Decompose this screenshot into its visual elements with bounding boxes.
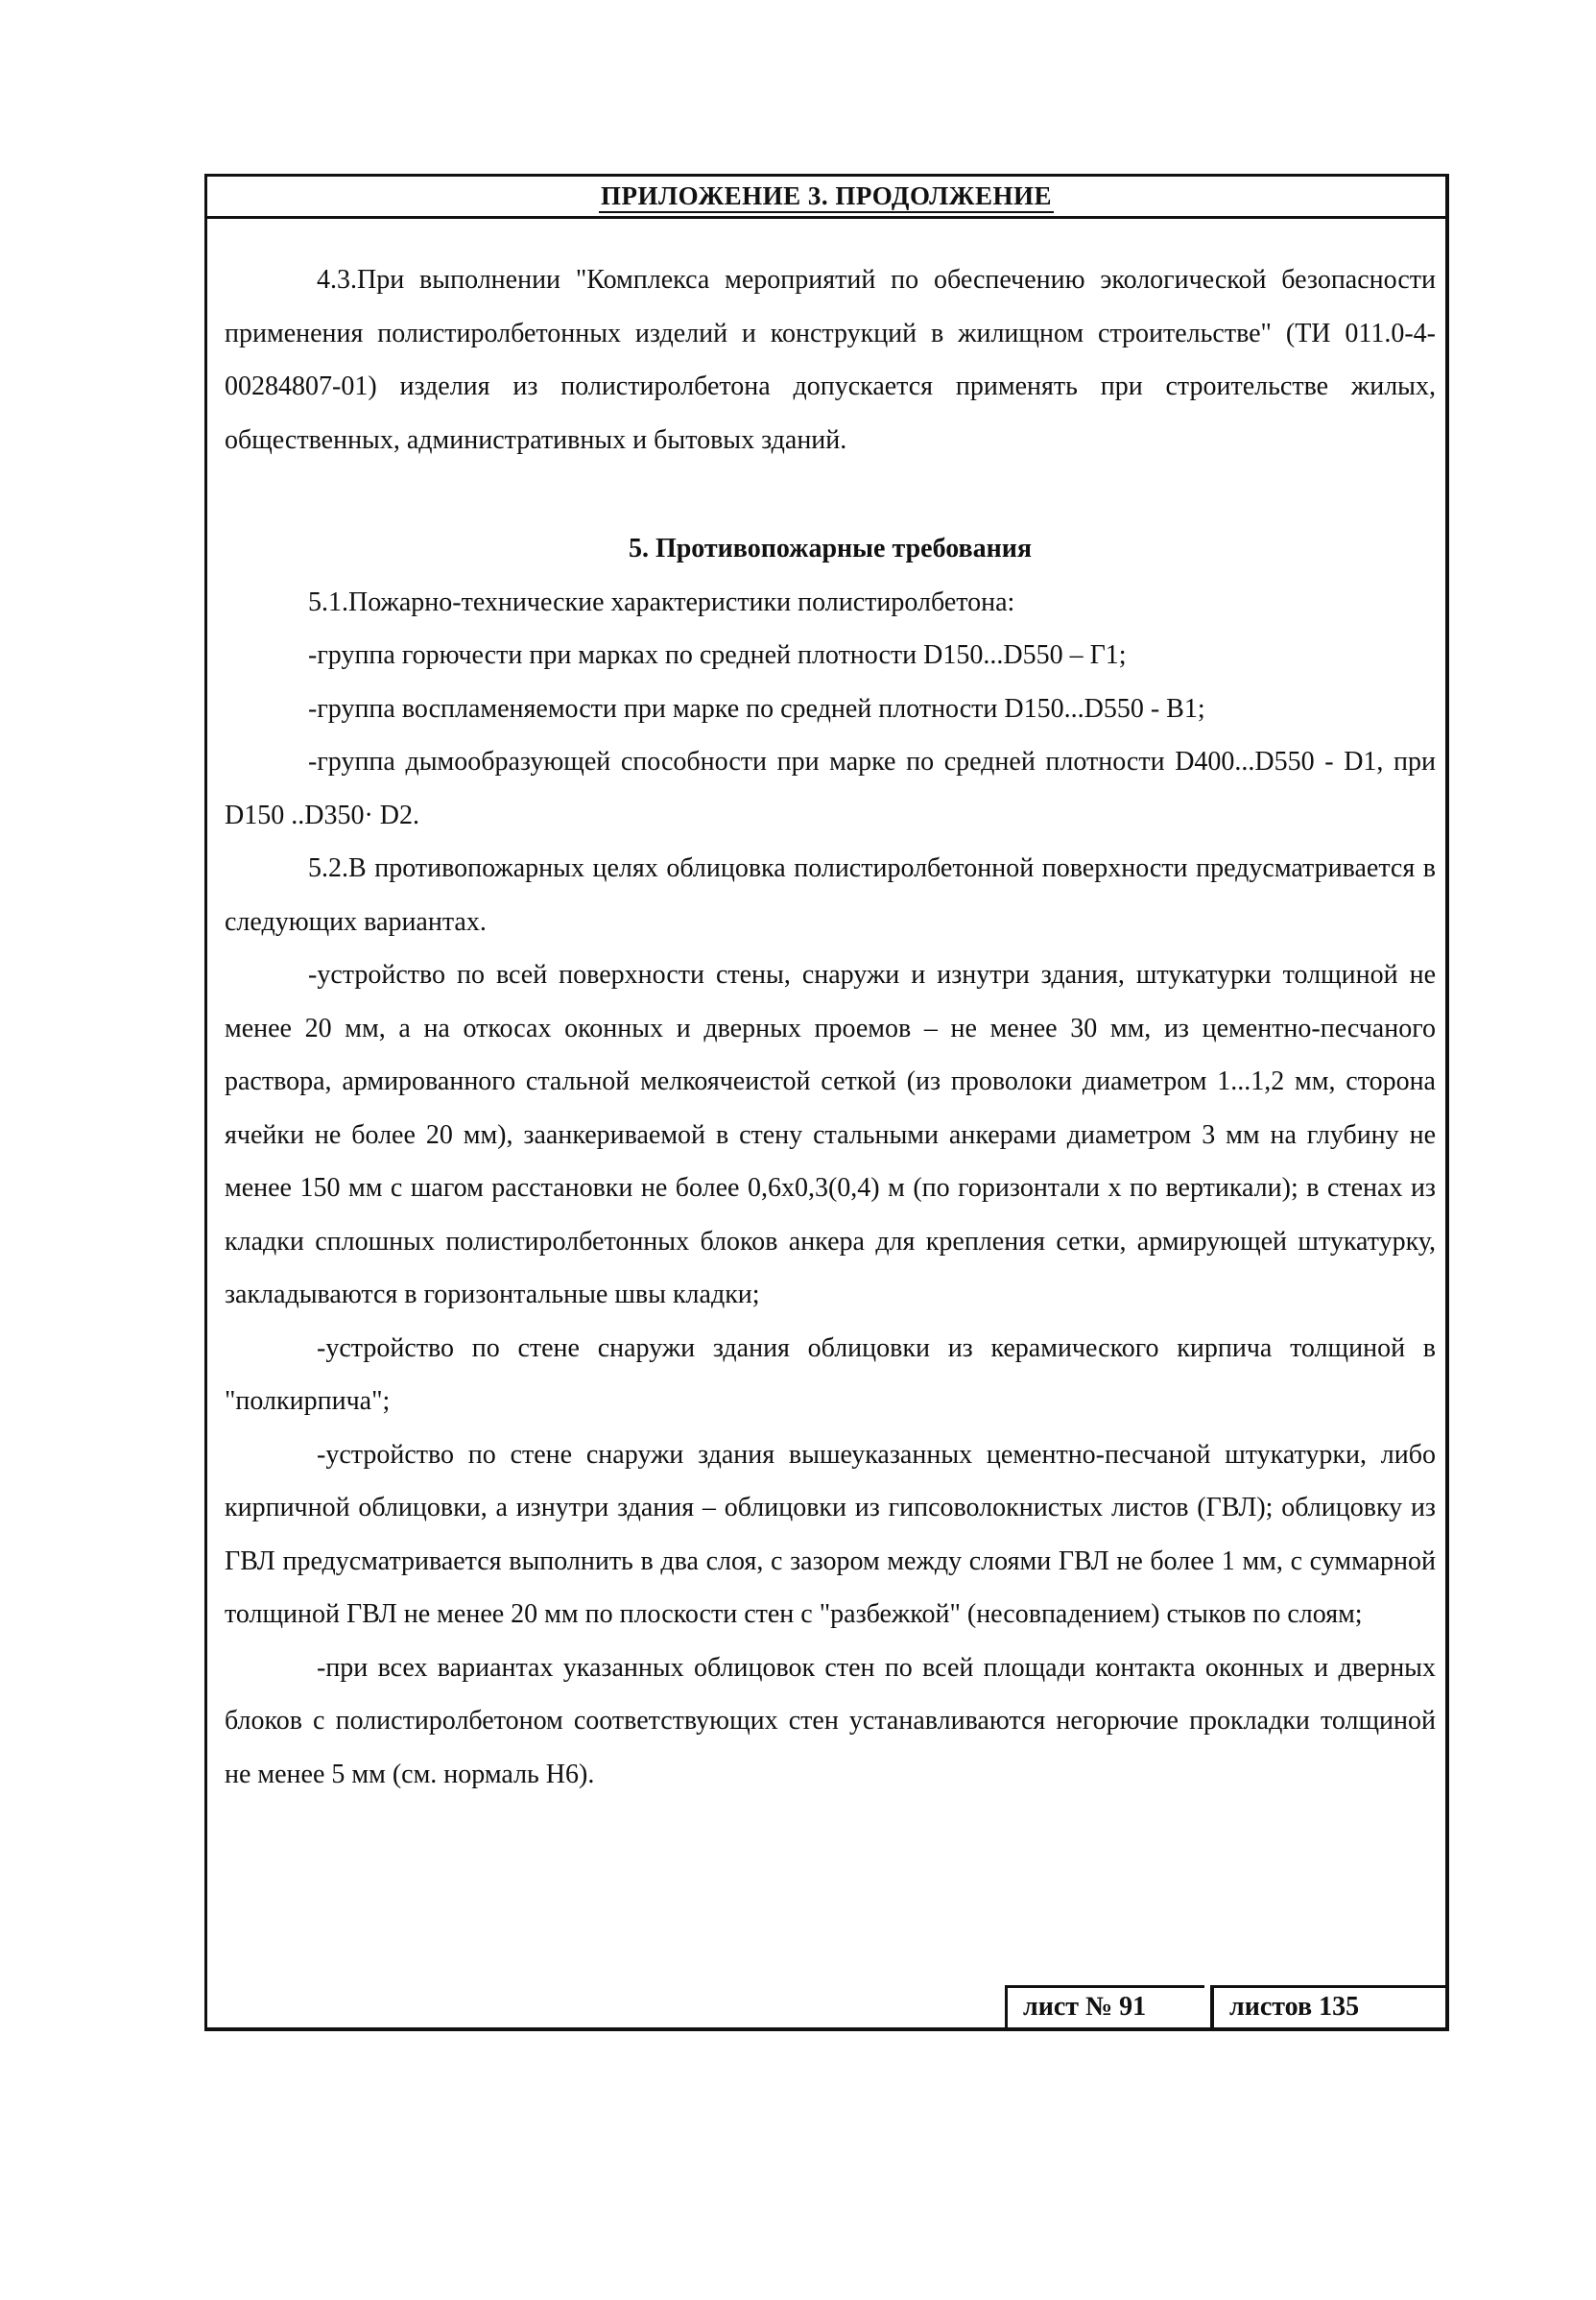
- paragraph-5-2-gaskets: -при всех вариантах указанных облицовок стен по всей площади контакта оконных и дверных блоков с полистиролбетоном соответствующих стен устанавливаются негорючие прокладки толщиной не менее 5 мм (см. нормаль Н6).: [225, 1652, 1436, 1789]
- paragraph-5-1: 5.1.Пожарно-технические характеристики полистиролбетона:: [308, 587, 1015, 617]
- paragraph-5-2-plaster: -устройство по всей поверхности стены, снаружи и изнутри здания, штукатурки толщиной не менее 20 мм, а на откосах оконных и дверных проемов – не менее 30 мм, из цементно-песчаного раствора, армированного стальной мелкоячеистой сеткой (из проволоки диаметром 1...1,2 мм, сторона ячейки не более 20 мм), заанкериваемой в стену стальными анкерами диаметром 3 мм на глубину не менее 150 мм с шагом расстановки не более 0,6х0,3(0,4) м (по горизонтали х по вертикали); в стенах из кладки сплошных полистиролбетонных блоков анкера для крепления сетки, армирующей штукатурку, закладываются в горизонтальные швы кладки;: [225, 960, 1436, 1309]
- appendix-title: ПРИЛОЖЕНИЕ 3. ПРОДОЛЖЕНИЕ: [599, 180, 1054, 213]
- paragraph-4-3: 4.3.При выполнении "Комплекса мероприятий по обеспечению экологической безопасности применения полистиролбетонных изделий и конструкций в жилищном строительстве" (ТИ 011.0-4-00284807-01) изделия из полистиролбетона допускается применять при строительстве жилых, общественных, административных и бытовых зданий.: [225, 265, 1436, 455]
- paragraph-5-2-brick: -устройство по стене снаружи здания облицовки из керамического кирпича толщиной в "полкирпича";: [225, 1332, 1436, 1416]
- paragraph-5-2-gypsum: -устройство по стене снаружи здания вышеуказанных цементно-песчаной штукатурки, либо кирпичной облицовки, а изнутри здания – облицовки из гипсоволокнистых листов (ГВЛ); облицовку из ГВЛ предусматривается выполнить в два слоя, с зазором между слоями ГВЛ не более 1 мм, с суммарной толщиной ГВЛ не менее 20 мм по плоскости стен с "разбежкой" (несовпадением) стыков по слоям;: [225, 1439, 1436, 1629]
- header-band: [207, 177, 1445, 219]
- paragraph-5-1-ignitability: -группа воспламеняемости при марке по средней плотности D150...D550 - B1;: [308, 693, 1205, 724]
- paragraph-5-2: 5.2.В противопожарных целях облицовка полистиролбетонной поверхности предусматривается в следующих вариантах.: [225, 853, 1436, 937]
- document-body: [225, 253, 1436, 1801]
- sheet-number: лист № 91: [1005, 1985, 1204, 2027]
- document-frame: [204, 174, 1449, 2031]
- paragraph-5-1-smoke: -группа дымообразующей способности при марке по средней плотности D400...D550 - D1, при D150 ..D350· D2.: [225, 747, 1436, 830]
- sheet-stamp: [1005, 1985, 1445, 2027]
- sheets-total: листов 135: [1210, 1985, 1445, 2027]
- paragraph-5-1-flammability: -группа горючести при марках по средней плотности D150...D550 – Г1;: [308, 640, 1127, 670]
- section-5-title: 5. Противопожарные требования: [628, 534, 1033, 563]
